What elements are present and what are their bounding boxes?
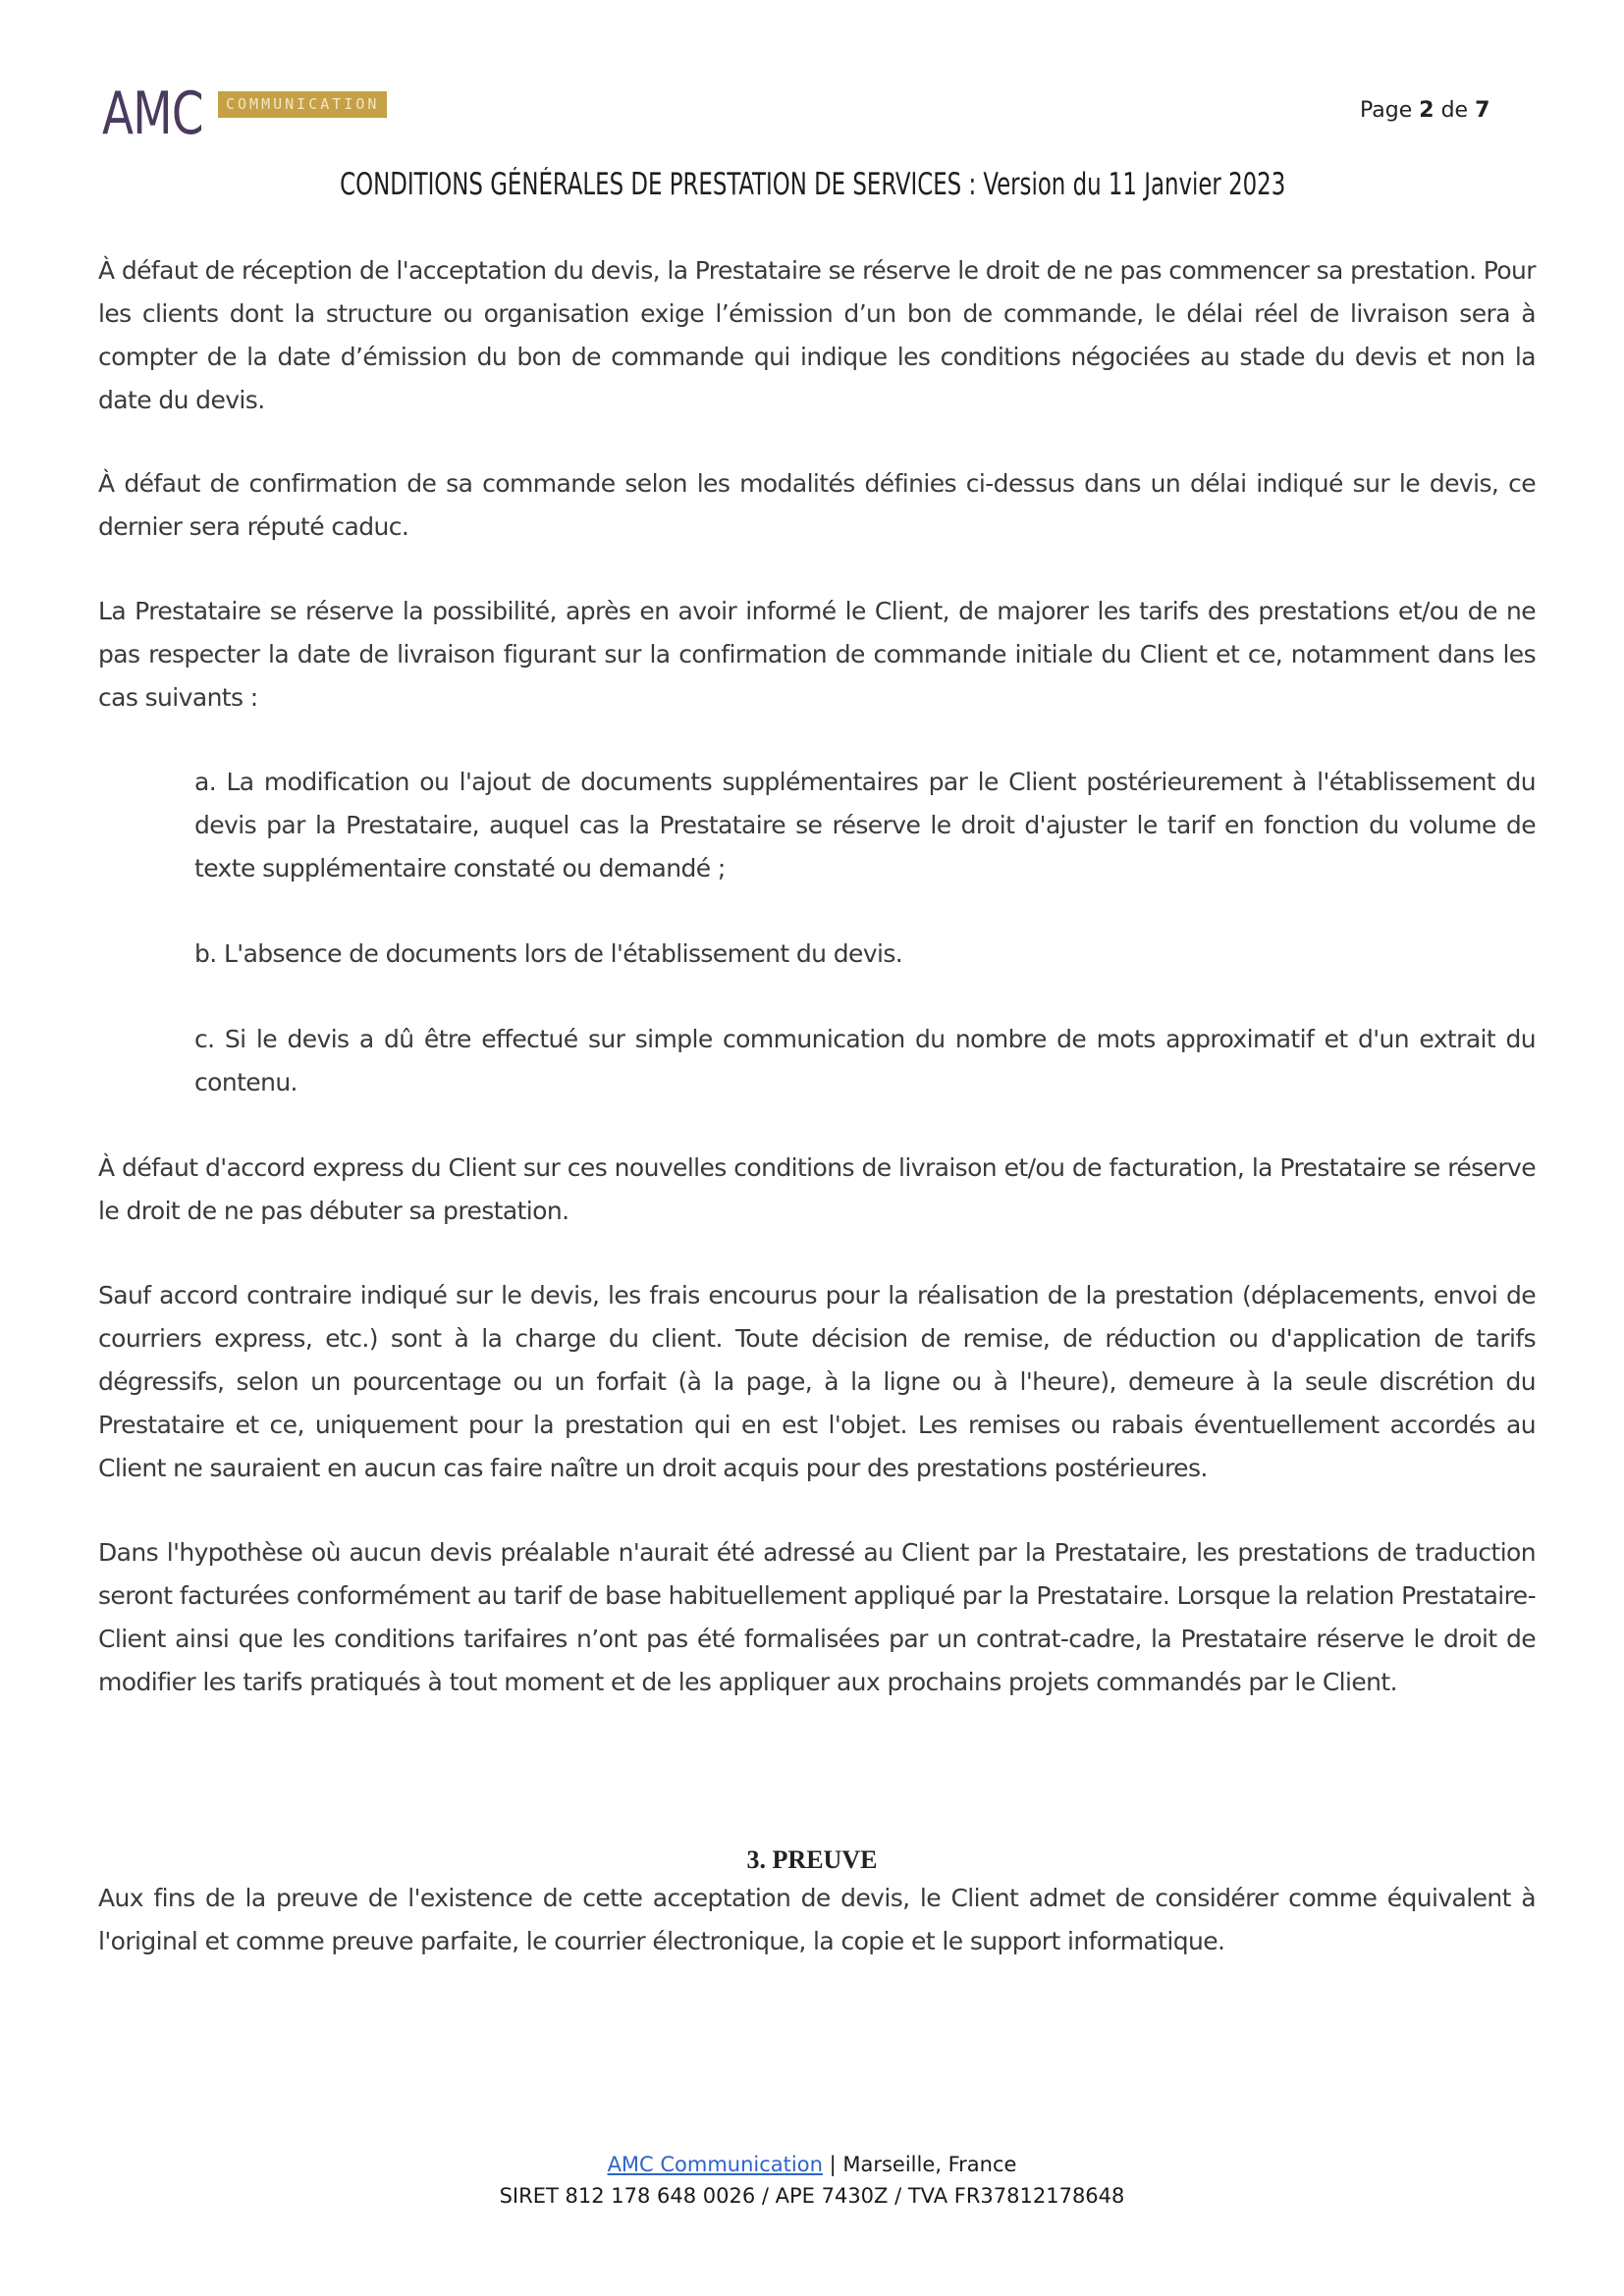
list-item-a: a. La modification ou l'ajout de documents supplémentaires par le Client postérieurement à l'établissement du devis par la Prestataire, auquel cas la Prestataire se réserve le droit d'ajuster le tarif en fonction du volume de texte supplémentaire constaté ou demandé ; [194, 768, 1536, 882]
footer-legal: SIRET 812 178 648 0026 / APE 7430Z / TVA FR37812178648 [499, 2184, 1125, 2208]
paragraph-4: À défaut d'accord express du Client sur ces nouvelles conditions de livraison et/ou de facturation, la Prestataire se réserve le droit de ne pas débuter sa prestation. [98, 1153, 1536, 1225]
page-footer [0, 2149, 1624, 2212]
list-item-c: c. Si le devis a dû être effectué sur simple communication du nombre de mots approximatif et d'un extrait du contenu. [194, 1025, 1536, 1096]
document-title: CONDITIONS GÉNÉRALES DE PRESTATION DE SERVICES : Version du 11 Janvier 2023 [340, 167, 1286, 202]
page-number [1360, 98, 1489, 123]
section-title-preuve: 3. PREUVE [746, 1845, 878, 1874]
paragraph-1: À défaut de réception de l'acceptation du devis, la Prestataire se réserve le droit de ne pas commencer sa prestation. Pour les clients dont la structure ou organisation exige l’émission d’un bon de commande, le délai réel de livraison sera à compter de la date d’émission du bon de commande qui indique les conditions négociées au stade du devis et non la date du devis. [98, 256, 1536, 414]
logo-sub-text: COMMUNICATION [218, 91, 387, 118]
paragraph-6: Dans l'hypothèse où aucun devis préalable n'aurait été adressé au Client par la Prestataire, les prestations de traduction seront facturées conformément au tarif de base habituellement appliqué par la Prestataire. Lorsque la relation Prestataire-Client ainsi que les conditions tarifaires n’ont pas été formalisées par un contrat-cadre, la Prestataire réserve le droit de modifier les tarifs pratiqués à tout moment et de les appliquer aux prochains projets commandés par le Client. [98, 1538, 1536, 1696]
paragraph-5: Sauf accord contraire indiqué sur le devis, les frais encourus pour la réalisation de la prestation (déplacements, envoi de courriers express, etc.) sont à la charge du client. Toute décision de remise, de réduction ou d'application de tarifs dégressifs, selon un pourcentage ou un forfait (à la page, à la ligne ou à l'heure), demeure à la seule discrétion du Prestataire et ce, uniquement pour la prestation qui en est l'objet. Les remises ou rabais éventuellement accordés au Client ne sauraient en aucun cas faire naître un droit acquis pour des prestations postérieures. [98, 1281, 1536, 1482]
paragraph-3: La Prestataire se réserve la possibilité, après en avoir informé le Client, de majorer les tarifs des prestations et/ou de ne pas respecter la date de livraison figurant sur la confirmation de commande initiale du Client et ce, notamment dans les cas suivants : [98, 597, 1536, 712]
section-preuve-text: Aux fins de la preuve de l'existence de cette acceptation de devis, le Client admet de considérer comme équivalent à l'original et comme preuve parfaite, le courrier électronique, la copie et le support informatique. [98, 1884, 1536, 1955]
page-total: 7 [1475, 98, 1490, 123]
page-sep: de [1434, 98, 1476, 123]
page-prefix: Page [1360, 98, 1420, 123]
footer-line-1 [0, 2149, 1624, 2180]
company-link[interactable]: AMC Communication [607, 2153, 823, 2176]
list-item-b: b. L'absence de documents lors de l'établissement du devis. [194, 939, 903, 968]
company-logo [102, 77, 387, 148]
footer-location: | Marseille, France [822, 2153, 1017, 2176]
logo-main-text: AMC [102, 80, 203, 148]
paragraph-2: À défaut de confirmation de sa commande selon les modalités définies ci-dessus dans un délai indiqué sur le devis, ce dernier sera réputé caduc. [98, 469, 1536, 541]
page-current: 2 [1419, 98, 1435, 123]
